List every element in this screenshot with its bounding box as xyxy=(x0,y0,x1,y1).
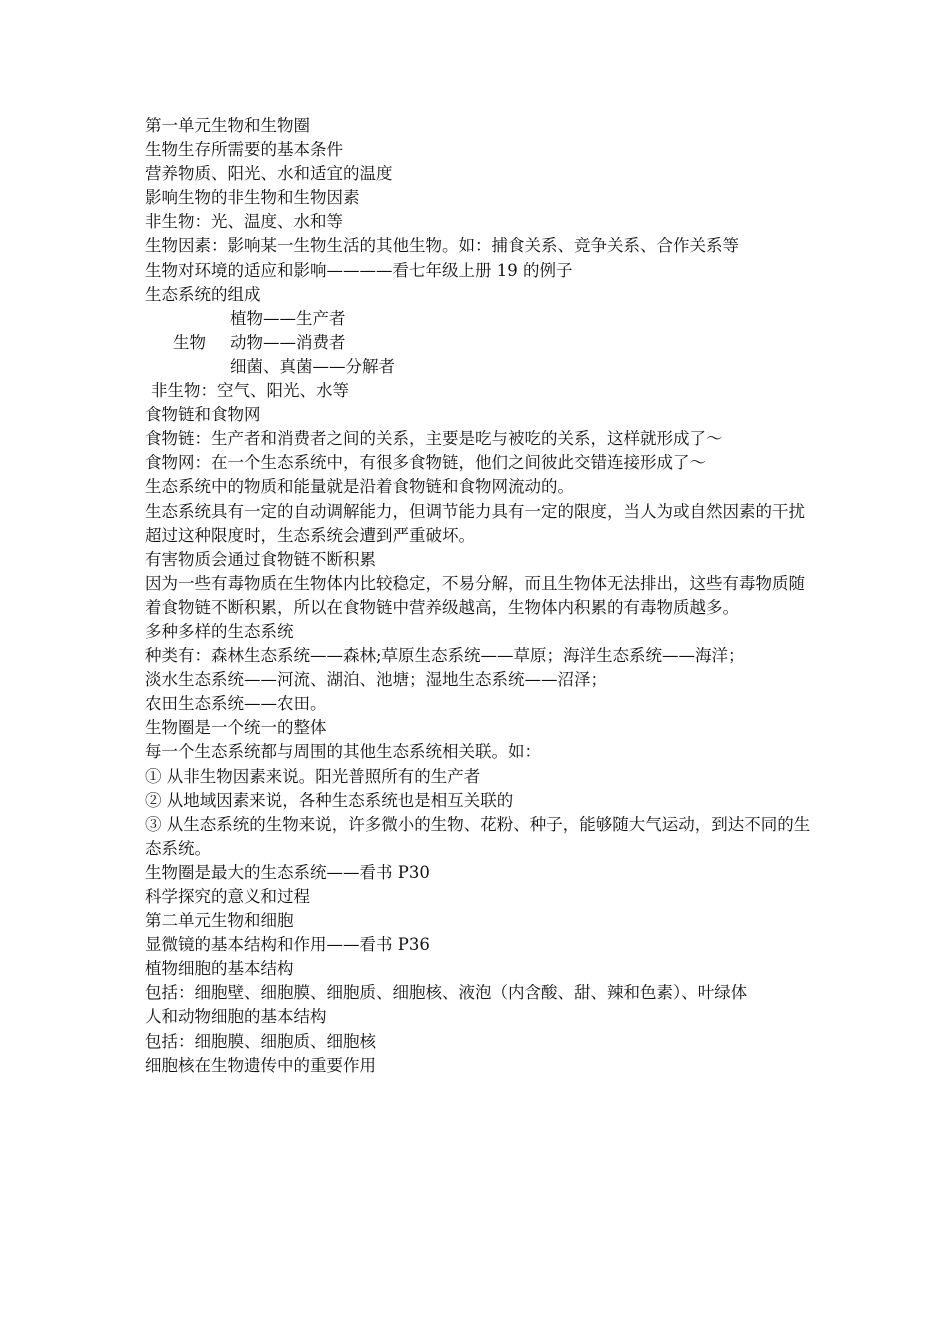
text-line: 生态系统中的物质和能量就是沿着食物链和食物网流动的。 xyxy=(145,477,574,497)
section-heading: 有害物质会通过食物链不断积累 xyxy=(145,549,376,569)
section-heading: 生物圈是一个统一的整体 xyxy=(145,718,327,738)
text-line: 包括：细胞壁、细胞膜、细胞质、细胞核、液泡（内含酸、甜、辣和色素）、叶绿体 xyxy=(145,983,748,1003)
text-line: 生物因素：影响某一生物生活的其他生物。如：捕食关系、竞争关系、合作关系等 xyxy=(145,236,739,256)
text-line: 农田生态系统——农田。 xyxy=(145,694,327,714)
text-line: 非生物：光、温度、水和等 xyxy=(145,212,343,232)
text-line: 淡水生态系统——河流、湖泊、池塘；湿地生态系统——沼泽； xyxy=(145,670,607,690)
composition-biology-label: 生物 xyxy=(173,332,206,352)
composition-decomposers: 细菌、真菌——分解者 xyxy=(230,356,395,376)
section-heading: 生态系统的组成 xyxy=(145,284,261,304)
text-line: 包括：细胞膜、细胞质、细胞核 xyxy=(145,1031,376,1051)
section-heading: 细胞核在生物遗传中的重要作用 xyxy=(145,1055,376,1075)
text-line: 种类有：森林生态系统——森林;草原生态系统——草原；海洋生态系统——海洋； xyxy=(145,646,745,666)
section-heading: 植物细胞的基本结构 xyxy=(145,959,294,979)
section-heading: 多种多样的生态系统 xyxy=(145,621,294,641)
section-heading: 影响生物的非生物和生物因素 xyxy=(145,188,360,208)
composition-nonliving: 非生物：空气、阳光、水等 xyxy=(151,381,349,401)
unit-heading: 第二单元生物和细胞 xyxy=(145,911,294,931)
composition-animals: 动物——消费者 xyxy=(230,332,346,352)
section-heading: 食物链和食物网 xyxy=(145,405,261,425)
text-line: 每一个生态系统都与周围的其他生态系统相关联。如： xyxy=(145,742,541,762)
text-line: 显微镜的基本结构和作用——看书 P36 xyxy=(145,935,430,955)
document-body xyxy=(145,114,811,1078)
text-line: 食物链：生产者和消费者之间的关系，主要是吃与被吃的关系，这样就形成了～ xyxy=(145,429,723,449)
text-paragraph: 生态系统具有一定的自动调解能力，但调节能力具有一定的限度，当人为或自然因素的干扰超过这种限度时，生态系统会遭到严重破坏。 xyxy=(145,501,805,545)
composition-animals-row xyxy=(145,331,811,355)
text-paragraph: 因为一些有毒物质在生物体内比较稳定，不易分解，而且生物体无法排出，这些有毒物质随着食物链不断积累，所以在食物链中营养级越高，生物体内积累的有毒物质越多。 xyxy=(145,573,805,617)
composition-plants: 植物——生产者 xyxy=(230,308,346,328)
section-heading: 人和动物细胞的基本结构 xyxy=(145,1007,327,1027)
text-line: 生物对环境的适应和影响————看七年级上册 19 的例子 xyxy=(145,260,573,280)
text-line: 生物圈是最大的生态系统——看书 P30 xyxy=(145,862,430,882)
unit-heading: 第一单元生物和生物圈 xyxy=(145,116,310,135)
list-item: ③ 从生态系统的生物来说，许多微小的生物、花粉、种子，能够随大气运动，到达不同的生态系统。 xyxy=(145,814,811,858)
list-item: ① 从非生物因素来说。阳光普照所有的生产者 xyxy=(145,766,481,786)
section-heading: 生物生存所需要的基本条件 xyxy=(145,140,343,160)
text-line: 食物网：在一个生态系统中，有很多食物链，他们之间彼此交错连接形成了～ xyxy=(145,453,706,473)
text-line: 营养物质、阳光、水和适宜的温度 xyxy=(145,164,393,184)
list-item: ② 从地域因素来说，各种生态系统也是相互关联的 xyxy=(145,790,514,810)
section-heading: 科学探究的意义和过程 xyxy=(145,887,310,906)
